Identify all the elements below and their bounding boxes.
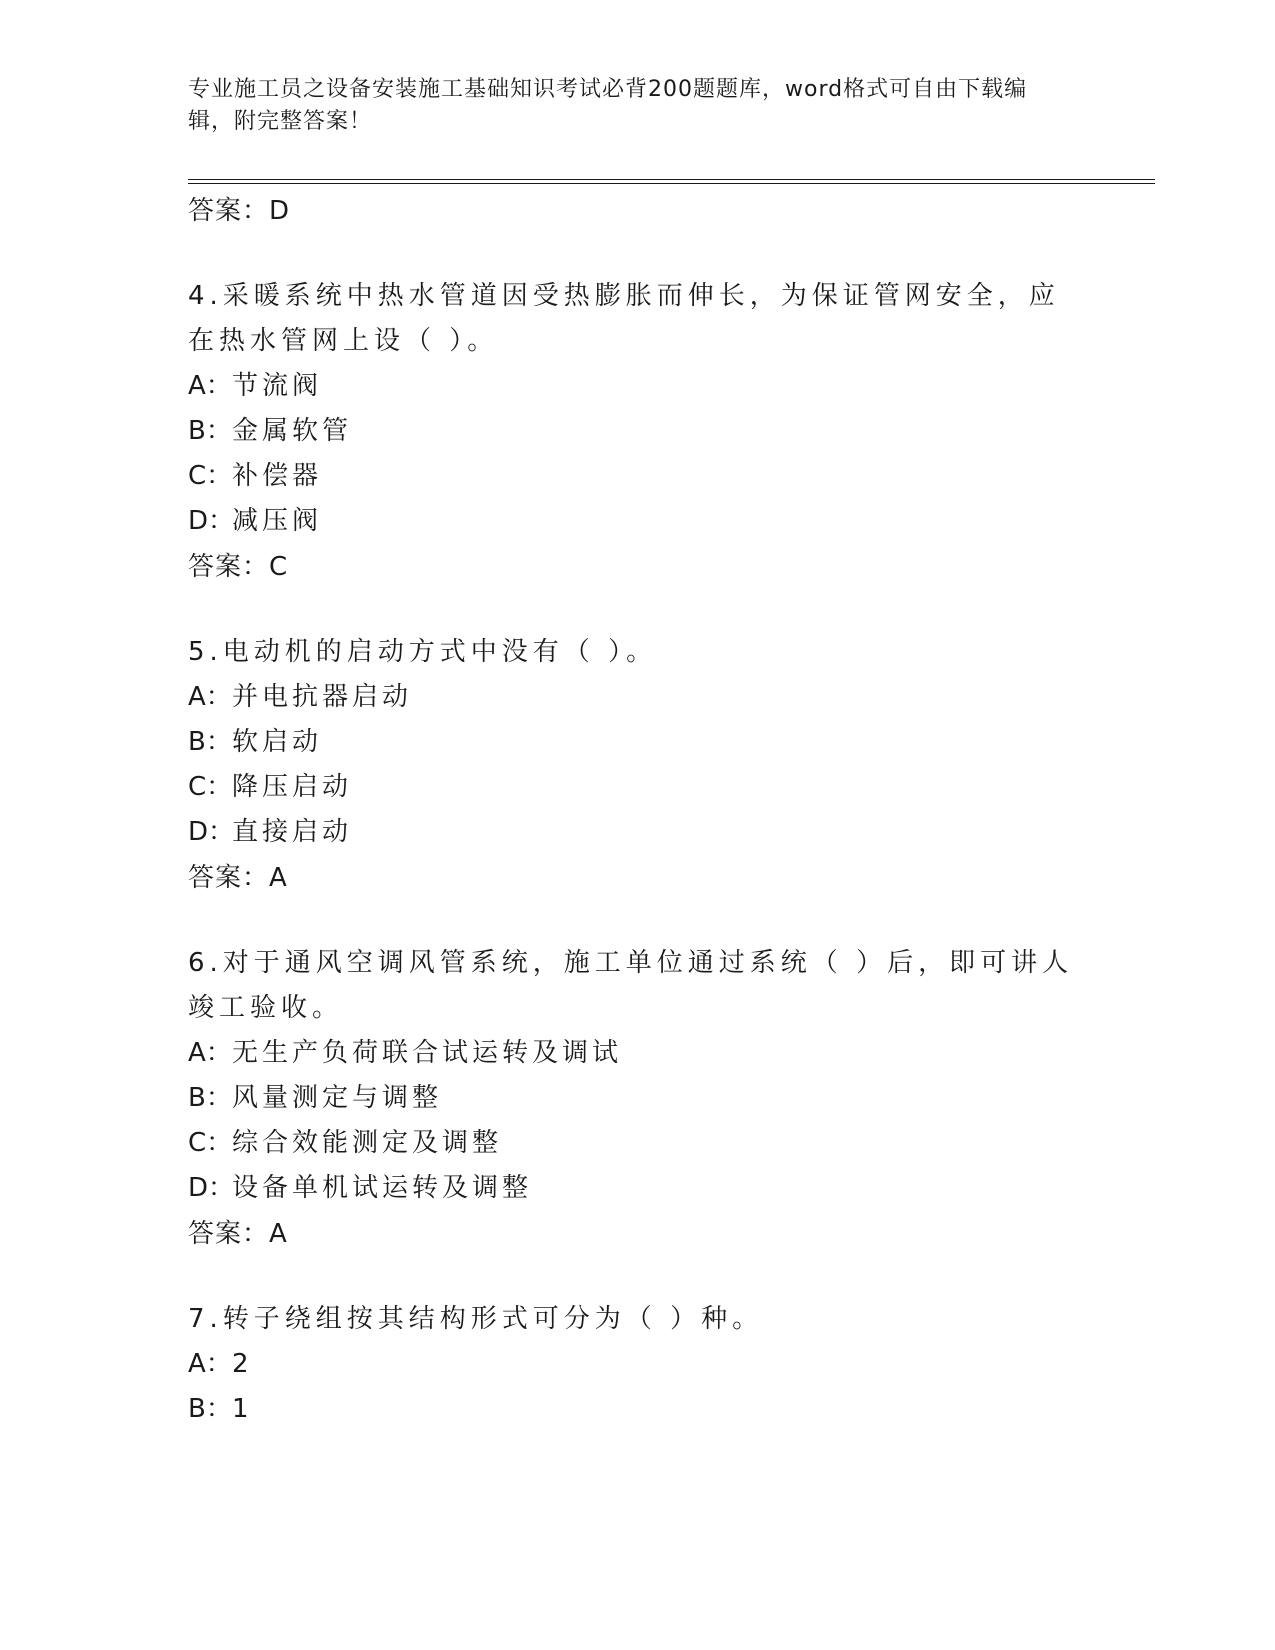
option-b xyxy=(188,720,1088,765)
option-text: 风量测定与调整 xyxy=(232,1083,443,1113)
option-text: 无生产负荷联合试运转及调试 xyxy=(232,1038,623,1068)
option-b xyxy=(188,1387,1088,1432)
option-d xyxy=(188,499,1088,544)
option-b xyxy=(188,1076,1088,1121)
option-c xyxy=(188,765,1088,810)
option-key: A： xyxy=(188,371,232,401)
option-key: C： xyxy=(188,461,233,491)
option-b xyxy=(188,409,1088,454)
option-text: 设备单机试运转及调整 xyxy=(232,1173,533,1203)
option-key: D： xyxy=(188,817,235,847)
option-text: 2 xyxy=(232,1349,253,1379)
option-c xyxy=(188,454,1088,499)
answer-line: 答案：A xyxy=(188,1219,288,1249)
option-text: 补偿器 xyxy=(232,461,323,491)
question-stem: 4.采暖系统中热水管道因受热膨胀而伸长，为保证管网安全，应在热水管网上设（ ）。 xyxy=(188,281,1060,356)
option-key: A： xyxy=(188,682,232,712)
option-key: B： xyxy=(188,416,232,446)
answer-line: 答案：D xyxy=(188,196,291,226)
option-key: C： xyxy=(188,772,233,802)
option-text: 降压启动 xyxy=(232,772,353,802)
option-text: 综合效能测定及调整 xyxy=(232,1128,503,1158)
option-key: A： xyxy=(188,1038,232,1068)
answer-line: 答案：C xyxy=(188,552,289,582)
option-text: 软启动 xyxy=(232,727,323,757)
option-text: 1 xyxy=(232,1394,253,1424)
answer-line: 答案：A xyxy=(188,863,288,893)
option-key: B： xyxy=(188,727,232,757)
option-key: D： xyxy=(188,506,235,536)
option-d xyxy=(188,810,1088,855)
option-text: 节流阀 xyxy=(232,371,323,401)
option-c xyxy=(188,1121,1088,1166)
option-key: C： xyxy=(188,1128,233,1158)
option-key: D： xyxy=(188,1173,235,1203)
option-a xyxy=(188,364,1088,409)
question-stem: 6.对于通风空调风管系统，施工单位通过系统（ ）后，即可讲人竣工验收。 xyxy=(188,948,1074,1023)
option-a xyxy=(188,1031,1088,1076)
option-a xyxy=(188,1342,1088,1387)
option-text: 金属软管 xyxy=(232,416,353,446)
question-list xyxy=(188,188,1088,1432)
option-a xyxy=(188,675,1088,720)
option-text: 减压阀 xyxy=(232,506,323,536)
question-6 xyxy=(188,941,1088,1257)
option-key: A： xyxy=(188,1349,232,1379)
header-divider-bottom xyxy=(188,183,1155,184)
question-4 xyxy=(188,274,1088,590)
option-text: 并电抗器启动 xyxy=(232,682,413,712)
option-text: 直接启动 xyxy=(232,817,353,847)
question-stem: 7.转子绕组按其结构形式可分为（ ）种。 xyxy=(188,1304,764,1334)
question-stem: 5.电动机的启动方式中没有（ ）。 xyxy=(188,637,658,667)
header-divider-top xyxy=(188,179,1155,180)
question-7 xyxy=(188,1297,1088,1432)
document-header: 专业施工员之设备安装施工基础知识考试必背200题题库，word格式可自由下载编辑，附完整答案！ xyxy=(188,77,1028,134)
option-key: B： xyxy=(188,1083,232,1113)
option-d xyxy=(188,1166,1088,1211)
option-key: B： xyxy=(188,1394,232,1424)
question-5 xyxy=(188,630,1088,901)
